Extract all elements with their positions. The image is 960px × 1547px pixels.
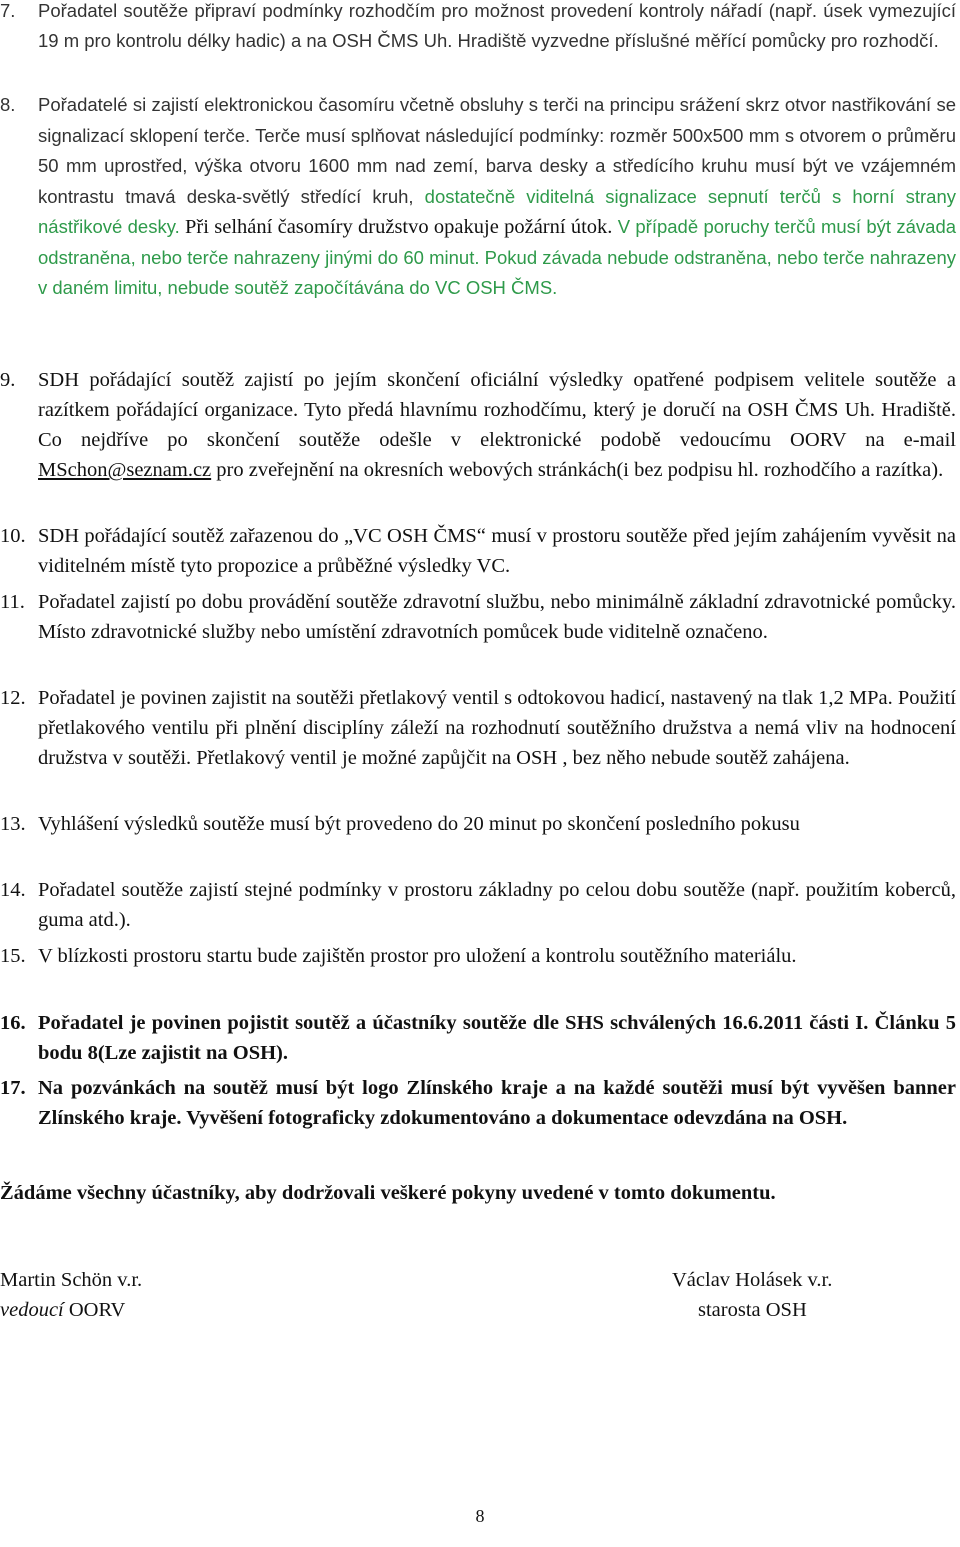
item-number: 10.	[0, 525, 26, 547]
item-text: Pořadatel soutěže připraví podmínky rozhodčím pro možnost provedení kontroly nářadí (např. úsek vymezující 19 m pro kontrolu délky hadic) a na OSH ČMS Uh. Hradiště vyzvedne příslušné měřící pomůcky pro rozhodčí.	[38, 0, 956, 51]
item-number: 9.	[0, 369, 16, 391]
email-link[interactable]: MSchon@seznam.cz	[38, 459, 212, 481]
signature-role: starosta OSH	[698, 1299, 807, 1321]
list-item-15	[0, 941, 956, 971]
item-number: 13.	[0, 813, 26, 835]
item-text: Vyhlášení výsledků soutěže musí být provedeno do 20 minut po skončení posledního pokusu	[38, 813, 800, 835]
signature-name: Václav Holásek v.r.	[672, 1269, 833, 1291]
item-number: 7.	[0, 0, 16, 21]
signature-role	[0, 1295, 142, 1325]
signature-role-italic: vedoucí	[0, 1299, 64, 1321]
list-item-11	[0, 587, 956, 647]
highlighted-text: V případě poruchy terčů musí být závada odstraněna, nebo terče nahrazeny jinými do 60 minut. Pokud závada nebude odstraněna, nebo terče nahrazeny v daném limitu, nebude soutěž započítávána do VC OSH ČMS.	[38, 216, 957, 298]
item-text: Pořadatel zajistí po dobu provádění soutěže zdravotní službu, nebo minimálně základní zdravotnické pomůcky. Místo zdravotnické služby nebo umístění zdravotních pomůcek bude viditelně označeno.	[38, 591, 956, 643]
list-item-8	[0, 90, 956, 304]
item-text-part: Pořadatelé si zajistí elektronickou časomíru včetně obsluhy s terči na principu srážení skrz otvor nastřikování se signalizací sklopení terče. Terče musí splňovat následující podmínky: rozměr 500x500 mm s otvorem o průměru 50 mm uprostřed, výška otvoru 1600 mm nad zemí, barva desky a středícího kruhu musí být ve vzájemném kontrastu tmavá deska-světlý středící kruh,	[38, 94, 956, 207]
list-item-10	[0, 521, 956, 581]
item-text	[38, 365, 956, 485]
item-number: 11.	[0, 591, 25, 613]
highlighted-text: dostatečně viditelná signalizace sepnutí terčů s horní strany nástřikové desky.	[38, 185, 956, 237]
item-text	[38, 90, 956, 304]
signature-right	[672, 1265, 832, 1325]
item-number: 16.	[0, 1012, 26, 1034]
item-text-part: Při selhání časomíry družstvo opakuje požární útok.	[185, 216, 613, 238]
list-item-14	[0, 875, 956, 935]
signature-role-rest: OORV	[63, 1299, 126, 1321]
item-number: 12.	[0, 687, 26, 709]
signature-left	[0, 1265, 142, 1325]
list-item-7	[0, 0, 956, 56]
closing-statement: Žádáme všechny účastníky, aby dodržovali veškeré pokyny uvedené v tomto dokumentu.	[0, 1182, 776, 1204]
item-text: Pořadatel je povinen pojistit soutěž a účastníky soutěže dle SHS schválených 16.6.2011 části I. Článku 5 bodu 8(Lze zajistit na OSH).	[38, 1012, 956, 1064]
signature-name: Martin Schön v.r.	[0, 1269, 143, 1291]
item-number: 15.	[0, 945, 26, 967]
item-text: Na pozvánkách na soutěž musí být logo Zlínského kraje a na každé soutěži musí být vyvěšen banner Zlínského kraje. Vyvěšení fotograficky zdokumentováno a dokumentace odevzdána na OSH.	[38, 1077, 956, 1129]
item-text: SDH pořádající soutěž zařazenou do „VC OSH ČMS“ musí v prostoru soutěže před jejím zahájením vyvěsit na viditelném místě tyto propozice a průběžné výsledky VC.	[38, 525, 956, 577]
list-item-9	[0, 365, 956, 485]
page-number: 8	[475, 1506, 485, 1526]
item-text: Pořadatel soutěže zajistí stejné podmínky v prostoru základny po celou dobu soutěže (např. použitím koberců, guma atd.).	[38, 879, 956, 931]
item-text-part: pro zveřejnění na okresních webových stránkách(i bez podpisu hl. rozhodčího a razítka).	[216, 459, 944, 481]
item-text: Pořadatel je povinen zajistit na soutěži přetlakový ventil s odtokovou hadicí, nastavený na tlak 1,2 MPa. Použití přetlakového ventilu při plnění disciplíny záleží na rozhodnutí soutěžního družstva a nemá vliv na hodnocení družstva v soutěži. Přetlakový ventil je možné zapůjčit na OSH , bez něho nebude soutěž zahájena.	[38, 687, 956, 769]
list-item-12	[0, 683, 956, 773]
list-item-17	[0, 1073, 956, 1133]
item-number: 14.	[0, 879, 26, 901]
item-text: V blízkosti prostoru startu bude zajištěn prostor pro uložení a kontrolu soutěžního materiálu.	[38, 945, 797, 967]
item-text-part: SDH pořádající soutěž zajistí po jejím skončení oficiální výsledky opatřené podpisem velitele soutěže a razítkem pořádající organizace. Tyto předá hlavnímu rozhodčímu, který je doručí na OSH ČMS Uh. Hradiště. Co nejdříve po skončení soutěže odešle v elektronické podobě vedoucímu OORV na e-mail	[38, 369, 956, 451]
list-item-13	[0, 809, 956, 839]
list-item-16	[0, 1008, 956, 1068]
item-number: 8.	[0, 94, 16, 115]
item-number: 17.	[0, 1077, 26, 1099]
